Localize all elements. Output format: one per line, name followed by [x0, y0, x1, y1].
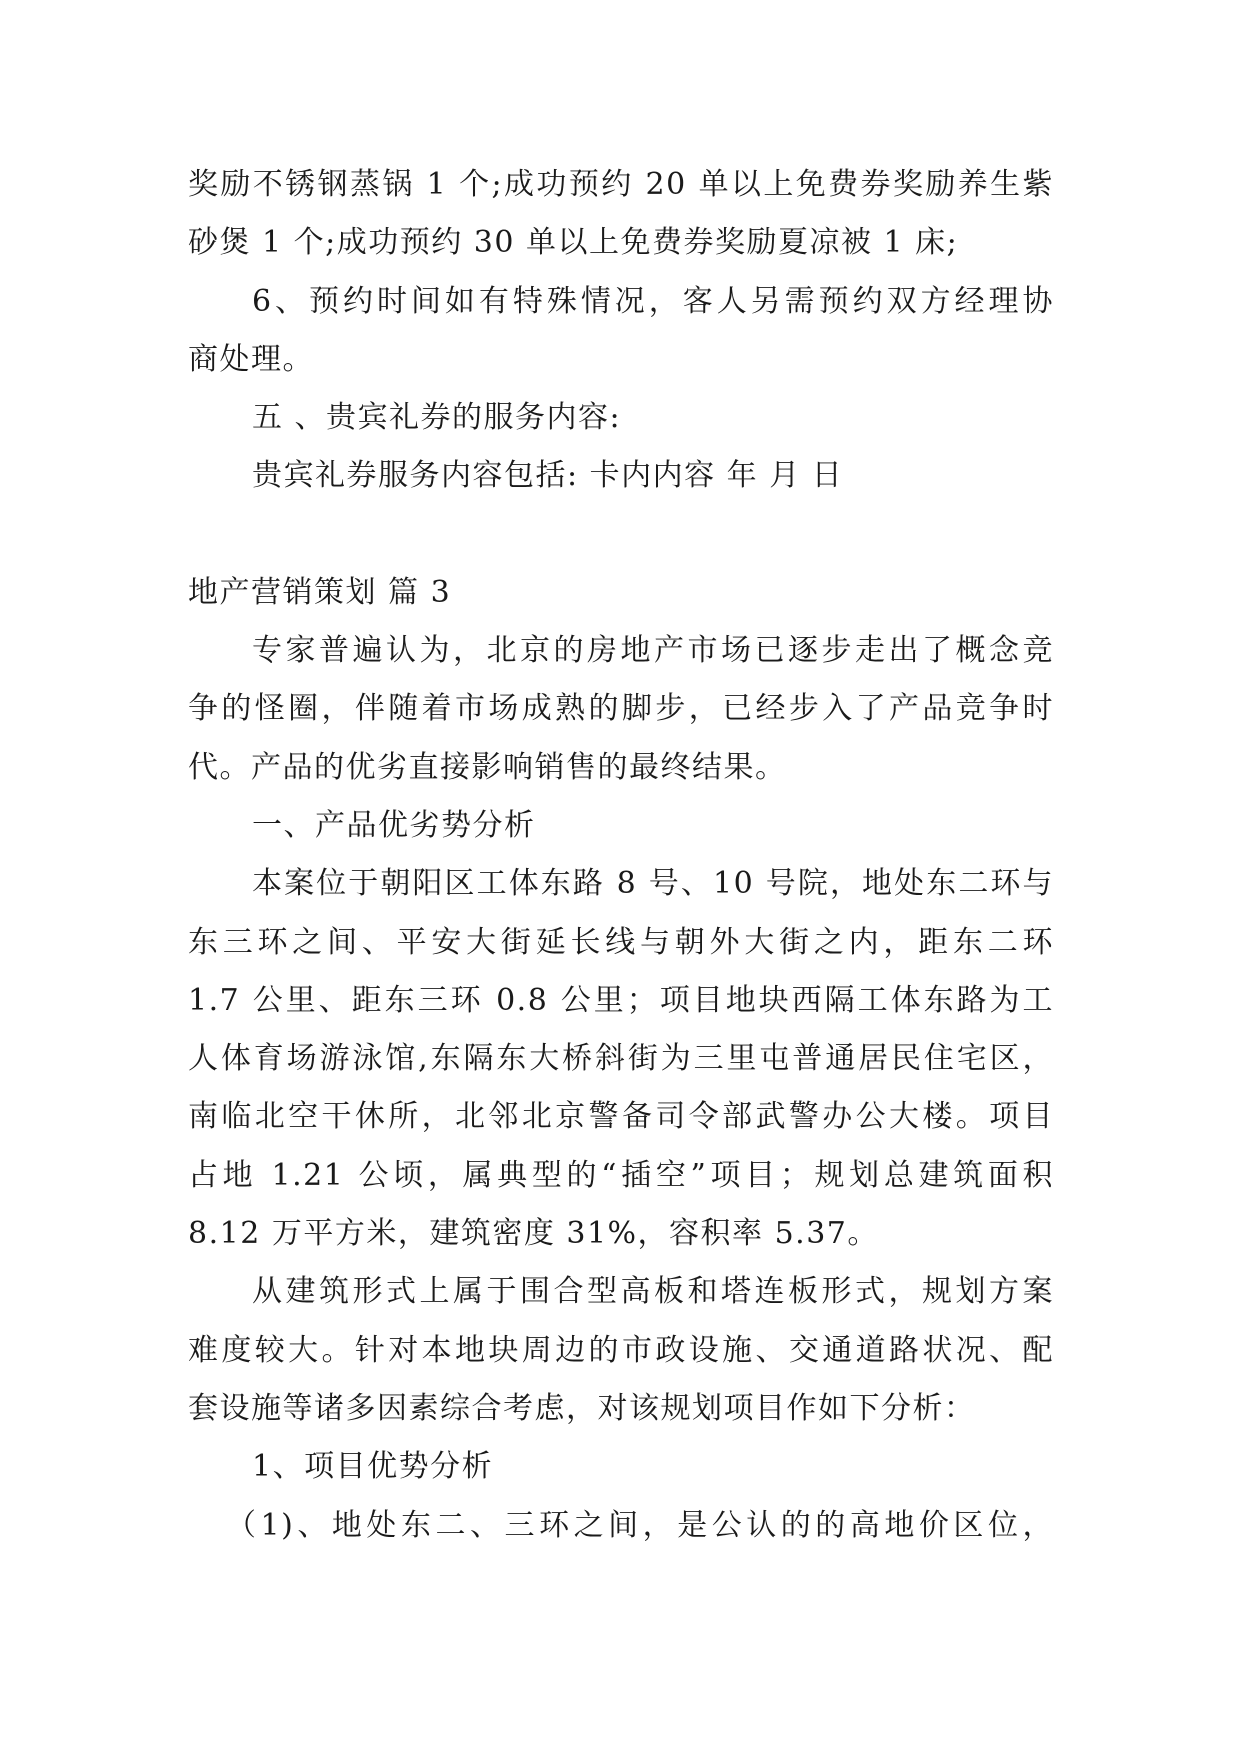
text-line: 南临北空干休所，北邻北京警备司令部武警办公大楼。项目: [188, 1099, 1054, 1135]
text-line: （1)、地处东二、三环之间，是公认的的高地价区位，: [226, 1507, 1054, 1543]
text-line: 专家普遍认为，北京的房地产市场已逐步走出了概念竞: [252, 633, 1054, 669]
text-line: 难度较大。针对本地块周边的市政设施、交通道路状况、配: [188, 1332, 1054, 1368]
text-line: 商处理。: [188, 341, 314, 377]
text-line: 砂煲 1 个;成功预约 30 单以上免费券奖励夏凉被 1 床;: [188, 225, 959, 261]
document-page: [188, 156, 1054, 1555]
text-line: 东三环之间、平安大街延长线与朝外大街之内，距东二环: [188, 924, 1054, 960]
text-line: 套设施等诸多因素综合考虑，对该规划项目作如下分析：: [188, 1390, 976, 1426]
text-line: 奖励不锈钢蒸锅 1 个;成功预约 20 单以上免费券奖励养生紫: [188, 167, 1054, 202]
text-line: 贵宾礼券服务内容包括: 卡内内容 年 月 日: [252, 458, 844, 494]
text-line: 6、预约时间如有特殊情况，客人另需预约双方经理协: [252, 283, 1054, 319]
text-line: 1.7 公里、距东三环 0.8 公里；项目地块西隔工体东路为工: [188, 982, 1054, 1018]
text-line: 本案位于朝阳区工体东路 8 号、10 号院，地处东二环与: [252, 866, 1054, 902]
text-line: 从建筑形式上属于围合型高板和塔连板形式，规划方案: [252, 1274, 1054, 1310]
section-heading: 五 、贵宾礼券的服务内容:: [252, 400, 622, 436]
paragraph-gap: [188, 506, 1054, 564]
text-line: 争的怪圈，伴随着市场成熟的脚步，已经步入了产品竞争时: [188, 691, 1054, 727]
subsection-heading: 1、项目优势分析: [252, 1449, 494, 1485]
article-title: 地产营销策划 篇 3: [188, 574, 452, 610]
text-line: 人体育场游泳馆,东隔东大桥斜街为三里屯普通居民住宅区，: [188, 1041, 1054, 1077]
text-line: 代。产品的优劣直接影响销售的最终结果。: [188, 749, 787, 785]
text-line: 8.12 万平方米，建筑密度 31%，容积率 5.37。: [188, 1216, 879, 1252]
text-line: 占地 1.21 公顷，属典型的“插空”项目；规划总建筑面积: [188, 1157, 1054, 1193]
section-heading: 一、产品优劣势分析: [252, 807, 536, 843]
